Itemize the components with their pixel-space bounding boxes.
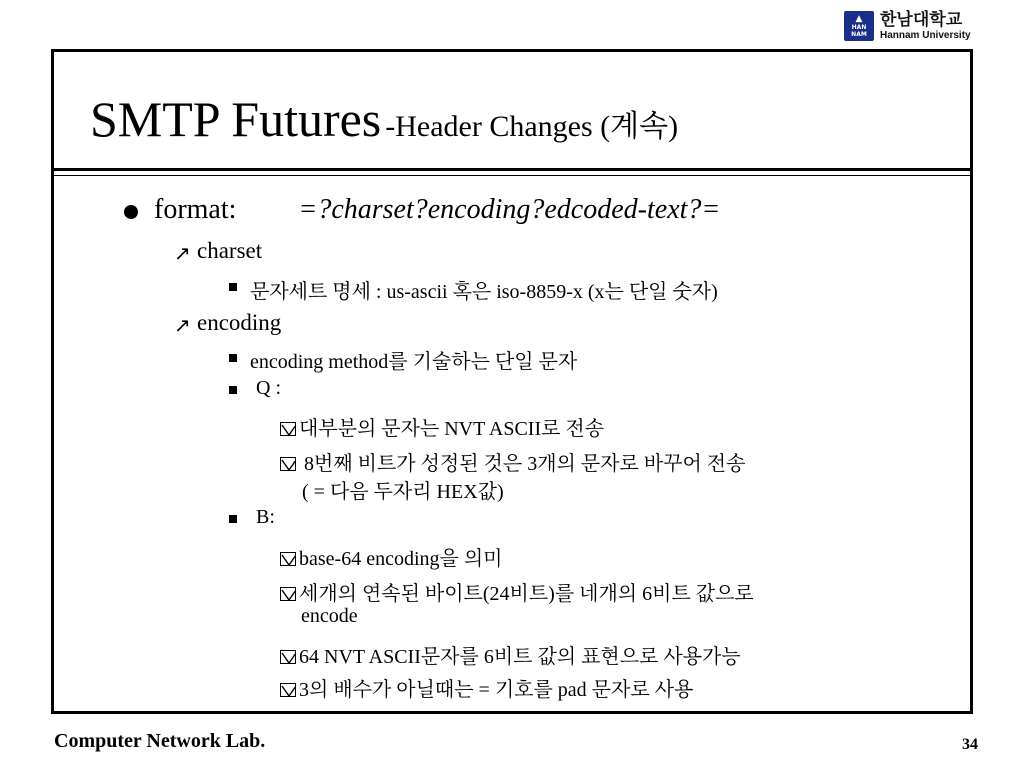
- university-logo: [844, 8, 971, 44]
- slide-frame: [51, 49, 973, 714]
- q-item-text: 8번째 비트가 성정된 것은 3개의 문자로 바꾸어 전송: [299, 453, 746, 475]
- logo-name-korean: 한남대학교: [880, 10, 963, 30]
- q-item-continuation: ( = 다음 두자리 HEX값): [302, 481, 504, 503]
- title-main: SMTP Futures: [90, 91, 382, 147]
- checkbox-bullet-icon: [280, 422, 296, 436]
- bullet-dot-icon: [124, 205, 138, 219]
- square-bullet-icon: [229, 386, 237, 394]
- format-value: =?charset?encoding?edcoded-text?=: [298, 194, 721, 225]
- b-item: [280, 673, 693, 702]
- title-divider-thin: [54, 175, 970, 176]
- charset-description: 문자세트 명세 : us-ascii 혹은 iso-8859-x (x는 단일 숫자): [250, 281, 718, 303]
- arrow-bullet-icon: ↗: [174, 241, 191, 265]
- format-line: [154, 194, 720, 226]
- square-bullet-icon: [229, 515, 237, 523]
- title-area: [54, 52, 970, 172]
- encoding-method-text: encoding method를 기술하는 단일 문자: [250, 351, 578, 373]
- title-sub: -Header Changes (계속): [385, 110, 679, 143]
- b-label: B:: [256, 506, 275, 528]
- b-item-text: 3의 배수가 아닐때는 = 기호를 pad 문자로 사용: [299, 679, 694, 701]
- title-divider-thick: [54, 168, 970, 171]
- b-item-text: base-64 encoding을 의미: [299, 548, 503, 570]
- arrow-bullet-icon: ↗: [174, 313, 191, 337]
- logo-name-english: Hannam University: [880, 30, 971, 41]
- footer-lab-name: Computer Network Lab.: [54, 730, 266, 752]
- checkbox-bullet-icon: [280, 552, 296, 566]
- university-seal-icon: ▲ HAN NAM: [844, 11, 874, 41]
- q-label: Q :: [256, 377, 281, 399]
- checkbox-bullet-icon: [280, 457, 296, 471]
- encoding-label: encoding: [197, 310, 282, 335]
- q-item: [280, 447, 745, 476]
- format-label: format:: [154, 194, 237, 225]
- b-item: [280, 640, 741, 669]
- square-bullet-icon: [229, 283, 237, 291]
- b-item-text: 세개의 연속된 바이트(24비트)를 네개의 6비트 값으로: [299, 583, 754, 605]
- checkbox-bullet-icon: [280, 650, 296, 664]
- square-bullet-icon: [229, 354, 237, 362]
- q-item-text: 대부분의 문자는 NVT ASCII로 전송: [299, 418, 605, 440]
- slide-title: [90, 90, 678, 148]
- page-number: 34: [962, 736, 978, 753]
- b-item: [280, 577, 754, 606]
- checkbox-bullet-icon: [280, 683, 296, 697]
- b-item: [280, 542, 502, 571]
- b-item-text: 64 NVT ASCII문자를 6비트 값의 표현으로 사용가능: [299, 646, 741, 668]
- charset-label: charset: [197, 238, 263, 263]
- q-item: [280, 412, 604, 441]
- b-item-continuation: encode: [301, 605, 358, 627]
- checkbox-bullet-icon: [280, 587, 296, 601]
